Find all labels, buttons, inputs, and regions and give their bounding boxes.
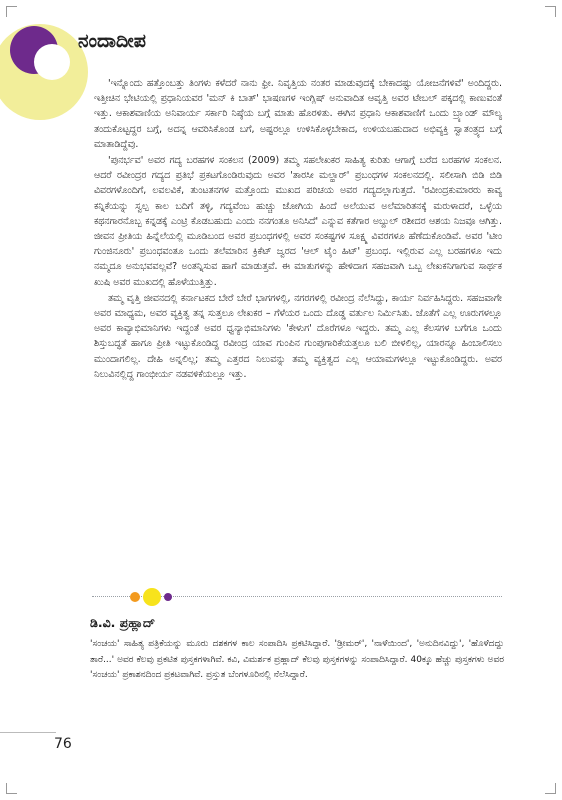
article-body bbox=[94, 76, 502, 383]
divider-dot-purple bbox=[164, 593, 172, 601]
paragraph: ತಮ್ಮ ವೃತ್ತಿ ಜೀವನದಲ್ಲಿ ಕರ್ನಾಟಕದ ಬೇರೆ ಬೇರೆ ಭಾಗಗಳಲ್ಲಿ, ನಗರಗಳಲ್ಲಿ ರವೀಂದ್ರ ನೆಲೆಸಿದ್ದು, ಕಾರ್ಯ ನಿರ್ವಹಿಸಿದ್ದರು. ಸಹಜವಾಗೇ ಅವರ ಮಾಧ್ಯಮ, ಅವರ ವ್ಯಕ್ತಿತ್ವ ತನ್ನ ಸುತ್ತಲೂ ಲೇಖಕರ – ಗೆಳೆಯರ ಒಂದು ದೊಡ್ಡ ವರ್ತುಲ ನಿರ್ಮಿಸಿತು. ಜೊತೆಗೆ ಎಲ್ಲ ಊರುಗಳಲ್ಲೂ ಅವರ ಕಾವ್ಯಾಭಿಮಾನಿಗಳು ಇದ್ದಂತೆ ಅವರ ಧ್ವನ್ಯಾಭಿಮಾನಿಗಳು 'ಕೇಳುಗ' ದೊರೆಗಳೂ ಇದ್ದರು. ತಮ್ಮ ಎಲ್ಲ ಕೆಲಸಗಳ ಬಗೆಗೂ ಒಂದು ಶಿಸ್ತುಬದ್ಧತೆ ಹಾಗೂ ಪ್ರೀತಿ ಇಟ್ಟುಕೊಂಡಿದ್ದ ರವೀಂದ್ರ ಯಾವ ಗುಂಪಿನ ಗುಂಪುಗಾರಿಕೆಯತ್ತಲೂ ಬಲಿ ಬೀಳಲಿಲ್ಲ, ಯಾರನ್ನೂ ಹಿಂಬಾಲಿಸಲು ಮುಂದಾಗಲಿಲ್ಲ. ದೇಹಿ ಅನ್ನಲಿಲ್ಲ; ತಮ್ಮ ಎತ್ತರದ ನಿಲುವನ್ನು ತಮ್ಮ ವ್ಯಕ್ತಿತ್ವದ ಎಲ್ಲ ಆಯಾಮಗಳಲ್ಲೂ ಇಟ್ಟುಕೊಂಡಿದ್ದರು. ಅವರ ನಿಲುವಿನಲ್ಲಿದ್ದ ಗಾಂಭೀರ್ಯ ನಡವಳಿಕೆಯಲ್ಲೂ ಇತ್ತು. bbox=[94, 292, 502, 380]
decoration-white-circle bbox=[34, 44, 70, 80]
crop-mark-bottom-left bbox=[6, 783, 17, 794]
crop-mark-top-right bbox=[545, 6, 556, 17]
author-name: ಡಿ.ವಿ. ಪ್ರಹ್ಲಾದ್ bbox=[90, 615, 156, 630]
divider-dots bbox=[124, 586, 184, 608]
paragraph: 'ಪುನರ್ಭವ' ಅವರ ಗದ್ಯ ಬರಹಗಳ ಸಂಕಲನ (2009) ತಮ್ಮ ಸಹಲೇಖಕರ ಸಾಹಿತ್ಯ ಕುರಿತು ಆಗಾಗ್ಗೆ ಬರೆದ ಬರಹಗಳ ಸಂಕಲನ. ಆದರೆ ರವೀಂದ್ರರ ಗದ್ಯದ ಪ್ರತಿಭೆ ಪ್ರಕಟಗೊಂಡಿರುವುದು ಅವರ 'ತಾರಸೀ ಮಲ್ಹಾರ್' ಪ್ರಬಂಧಗಳ ಸಂಕಲನದಲ್ಲಿ. ಸಲೀಸಾಗಿ ಬಿಡಿ ಬಿಡಿ ವಿವರಗಳೊಂದಿಗೆ, ಲವಲವಿಕೆ, ತುಂಟತನಗಳ ಮತ್ತೊಂದು ಮುಖದ ಪರಿಚಯ ಅವರ ಗದ್ಯದಲ್ಲಾಗುತ್ತದೆ. 'ರವೀಂದ್ರಕುಮಾರರು ಕಾವ್ಯ ಕನ್ನಿಕೆಯನ್ನು ಸ್ವಲ್ಪ ಕಾಲ ಬದಿಗೆ ತಳ್ಳಿ, ಗದ್ಯವೆಂಬ ಹುಚ್ಚು ಜೋಗಿಯ ಹಿಂದೆ ಅಲೆಯುವ ಅಲೆಮಾರಿತನಕ್ಕೆ ಮರುಳಾದರೆ, ಒಳ್ಳೆಯ ಕಥನಗಾರನೊಬ್ಬ ಕನ್ನಡಕ್ಕೆ ಎಂಟ್ರಿ ಕೊಡಬಹುದು ಎಂದು ನನಗಂತೂ ಅನಿಸಿದೆ' ಎನ್ನುವ ಕತೆಗಾರ ಅಬ್ದುಲ್ ರಶೀದರ ಆಶಯ ನಿಜವೂ ಆಗಿತ್ತು. ಜೀವನ ಪ್ರೀತಿಯ ಹಿನ್ನೆಲೆಯಲ್ಲಿ ಮೂಡಿಬಂದ ಅವರ ಪ್ರಬಂಧಗಳಲ್ಲಿ ಅವರ ಸಂಕಷ್ಟಗಳ ಸೂಕ್ಷ್ಮ ವಿವರಗಳೂ ಹೆಣೆದುಕೊಂಡಿವೆ. ಅವರ 'ಟೀಂ ಗುಂಜಿನೂರು' ಪ್ರಬಂಧವಂತೂ ಒಂದು ತಲೆಮಾರಿನ ಕ್ರಿಕೆಟ್ ಜ್ವರದ 'ಆಲ್ ಟೈಂ ಹಿಟ್' ಪ್ರಬಂಧ. ಇಲ್ಲಿರುವ ಎಲ್ಲ ಬರಹಗಳೂ ಇದು ನಮ್ಮದೂ ಅನುಭವವಲ್ಲವೆ? ಅಂತನ್ನಿಸುವ ಹಾಗೆ ಮಾಡುತ್ತವೆ. ಈ ಮಾತುಗಳನ್ನು ಹೇಳಿದಾಗ ಸಹಜವಾಗಿ ಒಬ್ಬ ಲೇಖಕನಿಗಾಗುವ ಸಾರ್ಥಕ ಖುಷಿ ಅವರ ಮುಖದಲ್ಲಿ ಹೊಳೆಯುತ್ತಿತ್ತು. bbox=[94, 155, 502, 288]
page-number: 76 bbox=[54, 736, 72, 752]
section-title: ನಂದಾದೀಪ bbox=[78, 30, 146, 52]
author-bio: 'ಸಂಚಯ' ಸಾಹಿತ್ಯ ಪತ್ರಿಕೆಯನ್ನು ಮೂರು ದಶಕಗಳ ಕಾಲ ಸಂಪಾದಿಸಿ ಪ್ರಕಟಿಸಿದ್ದಾರೆ. 'ಡ್ರೀಮರ್', 'ನಾಳೆಯಿಂದ', 'ಅನುದಿನವಿದ್ದು', 'ಹೊಳೆದದ್ದು ತಾರೆ...' ಅವರ ಕೆಲವು ಪ್ರಕಟಿತ ಪುಸ್ತಕಗಳಾಗಿವೆ. ಕವಿ, ವಿಮರ್ಶಕ ಪ್ರಹ್ಲಾದ್ ಕೆಲವು ಪುಸ್ತಕಗಳನ್ನು ಸಂಪಾದಿಸಿದ್ದಾರೆ. 40ಕ್ಕೂ ಹೆಚ್ಚು ಪುಸ್ತಕಗಳು ಅವರ 'ಸಂಚಯ' ಪ್ರಕಾಶನದಿಂದ ಪ್ರಕಟವಾಗಿವೆ. ಪ್ರಸ್ತುತ ಬೆಂಗಳೂರಿನಲ್ಲಿ ನೆಲೆಸಿದ್ದಾರೆ. bbox=[90, 639, 504, 680]
page-number-rule bbox=[0, 732, 56, 733]
paragraph: 'ಇನ್ನೊಂದು ಹತ್ತೊಂಬತ್ತು ತಿಂಗಳು ಕಳೆದರೆ ನಾನು ಫ್ರೀ. ನಿವೃತ್ತಿಯ ನಂತರ ಮಾಡುವುದಕ್ಕೆ ಬೇಕಾದಷ್ಟು ಯೋಜನೆಗಳಿವೆ' ಅಂದಿದ್ದರು. ಇತ್ತೀಚಿನ ಭೇಟಿಯಲ್ಲಿ ಪ್ರಧಾನಿಯವರ 'ಮನ್ ಕಿ ಬಾತ್' ಭಾಷಣಗಳ ಇಂಗ್ಲಿಷ್ ಅನುವಾದಿತ ಆವೃತ್ತಿ ಅವರ ಟೇಬಲ್ ಪಕ್ಕದಲ್ಲಿ ಕಾಣುವಂತೆ ಇತ್ತು. ಆಕಾಶವಾಣಿಯ ಅನಿವಾರ್ಯ ಸರ್ಕಾರಿ ನಿಷ್ಠೆಯ ಬಗ್ಗೆ ಮಾತು ಹೊರಳಿತು. ಈಗಿನ ಪ್ರಧಾನಿ ಆಕಾಶವಾಣಿಗೆ ಒಂದು ಬ್ರ್ಯಾಂಡ್ ಮೌಲ್ಯ ತಂದುಕೊಟ್ಟದ್ದರ ಬಗ್ಗೆ, ಅದನ್ನ ಆವರಿಸಿಕೊಂಡ ಬಗೆ, ಅಷ್ಟರಲ್ಲೂ ಉಳಿಸಿಕೊಳ್ಳಬೇಕಾದ, ಉಳಿಯಬಹುದಾದ ಅಭಿವ್ಯಕ್ತಿ ಸ್ವಾತಂತ್ರ್ಯದ ಬಗ್ಗೆ ಮಾತಾಡಿದ್ದೆವು. bbox=[94, 78, 502, 150]
divider-dot-yellow bbox=[143, 588, 161, 606]
crop-mark-bottom-right bbox=[545, 783, 556, 794]
divider-dot-orange bbox=[130, 592, 140, 602]
